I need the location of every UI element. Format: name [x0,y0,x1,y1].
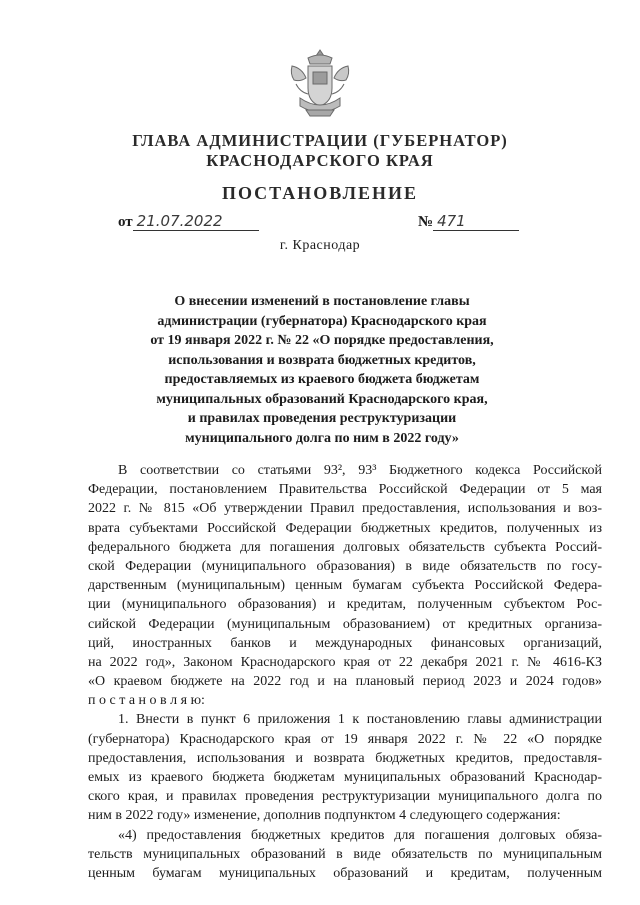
title-line: использования и возврата бюджетных кредитов, [168,352,476,368]
body-text-line: ции (муниципального образования) и кредитам, полученным субъектом Рос- [88,597,602,613]
body-text-line: емых из краевого бюджета бюджетам муниципальных образований Краснодар- [88,770,602,785]
number-value: 471 [433,212,519,231]
organization-name-line-1: ГЛАВА АДМИНИСТРАЦИИ (ГУБЕРНАТОР) [132,131,508,150]
title-line: О внесении изменений в постановление главы [174,294,470,309]
document-body [88,461,602,883]
title-line: от 19 января 2022 г. № 22 «О порядке предоставления, [150,333,494,348]
document-type-heading: ПОСТАНОВЛЕНИЕ [221,183,419,203]
body-text-line: на 2022 год», Законом Краснодарского края от 22 декабря 2021 г. № 4616-КЗ [88,654,602,670]
date-field [118,212,259,231]
body-text-line: ций, иностранных банков и международных финансовых организаций, [88,635,602,651]
body-text-line: ской Федерации (муниципального образования) в виде обязательств по госу- [88,558,602,574]
date-value: 21.07.2022 [133,212,259,231]
body-text-line: Федерации, постановлением Правительства Российской Федерации от 5 мая [88,482,602,498]
title-line: и правилах проведения реструктуризации [187,411,457,426]
title-line: администрации (губернатора) Краснодарского края [157,313,487,329]
body-text-line: ского края, и правилах проведения реструктуризации муниципального долга по [88,789,602,805]
body-text-line: 1. Внести в пункт 6 приложения 1 к постановлению главы администрации [118,712,602,728]
title-line: муниципального долга по ним в 2022 году» [185,430,459,446]
title-line: предоставляемых из краевого бюджета бюджетам [164,372,480,387]
body-text-line: врата субъектами Российской Федерации бюджетных кредитов, полученных из [88,520,602,536]
body-text-line: тельств муниципальных образований в виде обязательств по муниципальным [88,846,602,862]
title-line: муниципальных образований Краснодарского края, [156,391,488,407]
body-text-line: федерального бюджета для погашения долговых обязательств субъекта Россий- [88,539,602,555]
document-title [140,292,504,448]
number-label: № [418,214,434,230]
body-text-line: сийской Федерации (муниципальным образованием) от кредитных организа- [88,616,602,632]
body-text-line: ним в 2022 году» изменение, дополнив подпунктом 4 следующего содержания: [88,808,561,824]
body-text-line: предоставления, использования и возврата бюджетных кредитов, предоставля- [88,750,602,766]
number-field [418,212,519,231]
body-text-line: ценным бумагам муниципальных образований и кредитам, полученным [88,865,602,881]
body-text-line: 2022 г. № 815 «Об утверждении Правил предоставления, использования и воз- [88,501,602,517]
body-text-line: п о с т а н о в л я ю: [88,693,205,709]
body-text-line: «О краевом бюджете на 2022 год и на плановый период 2023 и 2024 годов» [88,674,602,690]
organization-name-line-2: КРАСНОДАРСКОГО КРАЯ [206,151,434,170]
body-text-line: дарственным (муниципальным) ценным бумагам субъекта Российской Федера- [88,578,602,594]
body-text-line: (губернатора) Краснодарского края от 19 января 2022 г. № 22 «О порядке [88,731,602,747]
body-text-line: «4) предоставления бюджетных кредитов для погашения долговых обяза- [118,827,602,843]
coat-of-arms-emblem [286,48,354,118]
body-text-line: В соответствии со статьями 93², 93³ Бюджетного кодекса Российской [118,463,602,478]
date-label: от [118,214,133,230]
city-name: г. Краснодар [279,238,361,253]
